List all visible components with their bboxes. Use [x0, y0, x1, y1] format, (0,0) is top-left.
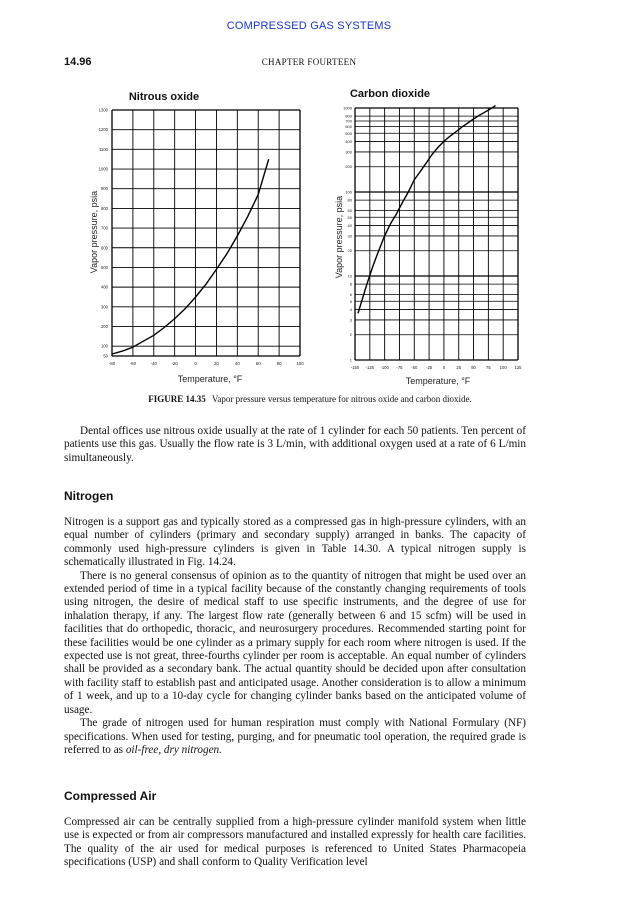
co2-y-tick-label: 8 — [349, 281, 352, 287]
n2o-y-tick-label: 400 — [101, 284, 108, 290]
co2-x-tick-label: 0 — [442, 365, 446, 370]
n2o-x-tick-label: -20 — [171, 361, 178, 366]
paragraph-nitrogen-2: There is no general consensus of opinion as to the quantity of nitrogen that might be used over an extended period of time in a typical facility because of the constantly changing requirements of tools using nitrogen, the desire of medical staff to use specific instruments, and the degree of use for inhalation therapy, if any. The largest flow rate (generally between 6 and 15 scfm) will be used in facilities that do orthopedic, thoracic, and neurosurgery procedures. Recommended starting point for these facilities would be one cylinder as a primary supply for each room where nitrogen is used. If the expected use is not great, three-fourths cylinder per room is acceptable. An equal number of cylinders shall be provided as a secondary bank. The actual quantity should be decided upon after consultation with facility staff to establish past and anticipated usage. Another consideration is to allow a minimum of 1 week, and up to a 10-day cycle for changing cylinder banks based on the anticipated volume of usage. — [64, 569, 526, 716]
co2-x-tick-label: 50 — [471, 365, 476, 370]
co2-y-tick-label: 5 — [349, 298, 352, 304]
paragraph-air-1: Compressed air can be centrally supplied from a high-pressure cylinder manifold system when little use is expected or from air compressors manufactured and installed expressly for health care facilities. The quality of the air used for medical purposes is referenced to United States Pharmacopeia specifications (USP) and shall conform to Quality Verification level — [64, 816, 526, 869]
nitrogen-3-emphasis: oil-free, dry nitrogen. — [125, 743, 222, 756]
page-number: 14.96 — [64, 56, 92, 68]
co2-x-tick-label: 125 — [514, 365, 522, 370]
n2o-x-axis-label: Temperature, °F — [177, 374, 243, 384]
co2-y-tick-label: 40 — [347, 222, 352, 228]
nitrogen-3-text: The grade of nitrogen used for human respiration must comply with National Formulary (NF) specifications. When used for testing, purging, and for pneumatic tool operation, the required grade is referred to as — [64, 717, 526, 756]
n2o-y-tick-label: 900 — [101, 186, 108, 192]
co2-x-tick-label: 75 — [486, 365, 491, 370]
co2-x-tick-label: -50 — [411, 365, 418, 370]
figure-label: FIGURE 14.35 — [148, 394, 206, 404]
co2-x-tick-label: -75 — [396, 365, 403, 370]
n2o-y-tick-label: 700 — [101, 225, 108, 231]
compressed-air-section — [64, 816, 526, 870]
n2o-y-tick-label: 1200 — [98, 127, 108, 133]
co2-y-tick-label: 3 — [349, 317, 352, 323]
n2o-chart-title: Nitrous oxide — [128, 91, 200, 103]
n2o-y-tick-label: 200 — [101, 323, 108, 329]
co2-y-tick-label: 2 — [349, 332, 352, 338]
co2-y-tick-label: 1 — [349, 357, 352, 363]
co2-y-tick-label: 700 — [345, 118, 352, 124]
n2o-x-tick-label: 60 — [255, 361, 261, 366]
co2-y-tick-label: 4 — [349, 306, 352, 312]
co2-y-tick-label: 500 — [345, 130, 352, 136]
co2-y-tick-label: 6 — [349, 292, 352, 298]
n2o-x-tick-label: 40 — [234, 361, 240, 366]
heading-nitrogen: Nitrogen — [64, 489, 114, 503]
co2-y-axis-label: Vapor pressure, psia — [334, 195, 344, 279]
n2o-y-tick-label: 600 — [101, 245, 108, 251]
co2-y-tick-label: 600 — [345, 124, 352, 130]
running-title: COMPRESSED GAS SYSTEMS — [226, 20, 392, 32]
chapter-title: CHAPTER FOURTEEN — [261, 57, 357, 67]
paragraph-nitrogen-3 — [64, 717, 526, 757]
n2o-y-tick-label: 50 — [103, 353, 108, 359]
co2-y-tick-label: 1000 — [343, 105, 352, 111]
figure-caption-text: Vapor pressure versus temperature for nitrous oxide and carbon dioxide. — [211, 394, 472, 404]
dental-paragraph-block — [64, 425, 526, 465]
co2-x-tick-label: 25 — [456, 365, 462, 370]
n2o-y-tick-label: 300 — [101, 304, 108, 310]
co2-y-tick-label: 30 — [347, 233, 352, 239]
co2-y-tick-label: 300 — [345, 149, 352, 155]
heading-compressed-air: Compressed Air — [64, 789, 157, 803]
co2-y-tick-label: 200 — [345, 164, 352, 170]
n2o-x-tick-label: 100 — [296, 361, 304, 366]
figure-charts — [60, 82, 560, 394]
co2-x-tick-label: -25 — [426, 365, 433, 370]
co2-x-tick-label: 100 — [499, 365, 507, 370]
n2o-y-tick-label: 1100 — [98, 146, 108, 152]
n2o-y-tick-label: 1300 — [98, 107, 108, 113]
paragraph-dental: Dental offices use nitrous oxide usually at the rate of 1 cylinder for each 50 patients. Ten percent of patients use this gas. Usually the flow rate is 3 L/min, with additional oxygen used at a rate of 6 L/min simultaneously. — [64, 425, 526, 464]
n2o-x-tick-label: 80 — [276, 361, 282, 366]
co2-y-tick-label: 20 — [347, 248, 352, 254]
co2-y-tick-label: 800 — [345, 113, 352, 119]
co2-y-tick-label: 50 — [347, 214, 352, 220]
n2o-x-tick-label: 20 — [213, 361, 219, 366]
co2-x-tick-label: -125 — [365, 365, 375, 370]
co2-y-tick-label: 80 — [347, 197, 352, 203]
paragraph-nitrogen-1: Nitrogen is a support gas and typically stored as a compressed gas in high-pressure cylinders, with an equal number of cylinders (primary and secondary supply) arranged in banks. The capacity of commonly used high-pressure cylinders is given in Table 14.30. A typical nitrogen supply is schematically illustrated in Fig. 14.24. — [64, 516, 526, 569]
co2-chart-title: Carbon dioxide — [349, 88, 431, 100]
n2o-x-tick-label: 0 — [194, 361, 197, 366]
n2o-x-tick-label: -60 — [129, 361, 137, 366]
co2-x-axis-label: Temperature, °F — [405, 376, 471, 386]
n2o-y-axis-label: Vapor pressure, psia — [89, 190, 99, 274]
nitrous-oxide-chart — [89, 91, 304, 384]
n2o-y-tick-label: 100 — [101, 343, 108, 349]
carbon-dioxide-chart — [334, 88, 522, 386]
co2-vapor-curve — [358, 106, 496, 314]
co2-y-tick-label: 10 — [347, 273, 352, 279]
figure-caption — [60, 394, 560, 404]
n2o-y-tick-label: 800 — [101, 205, 108, 211]
co2-y-tick-label: 400 — [345, 138, 352, 144]
n2o-y-tick-label: 500 — [101, 264, 108, 270]
n2o-x-tick-label: -80 — [108, 361, 116, 366]
nitrogen-section — [64, 516, 526, 757]
co2-y-tick-label: 60 — [347, 208, 352, 214]
n2o-x-tick-label: -40 — [150, 361, 157, 366]
co2-y-tick-label: 100 — [345, 189, 352, 195]
co2-x-tick-label: -150 — [350, 365, 360, 370]
n2o-y-tick-label: 1000 — [98, 166, 108, 172]
co2-x-tick-label: -100 — [380, 365, 389, 370]
